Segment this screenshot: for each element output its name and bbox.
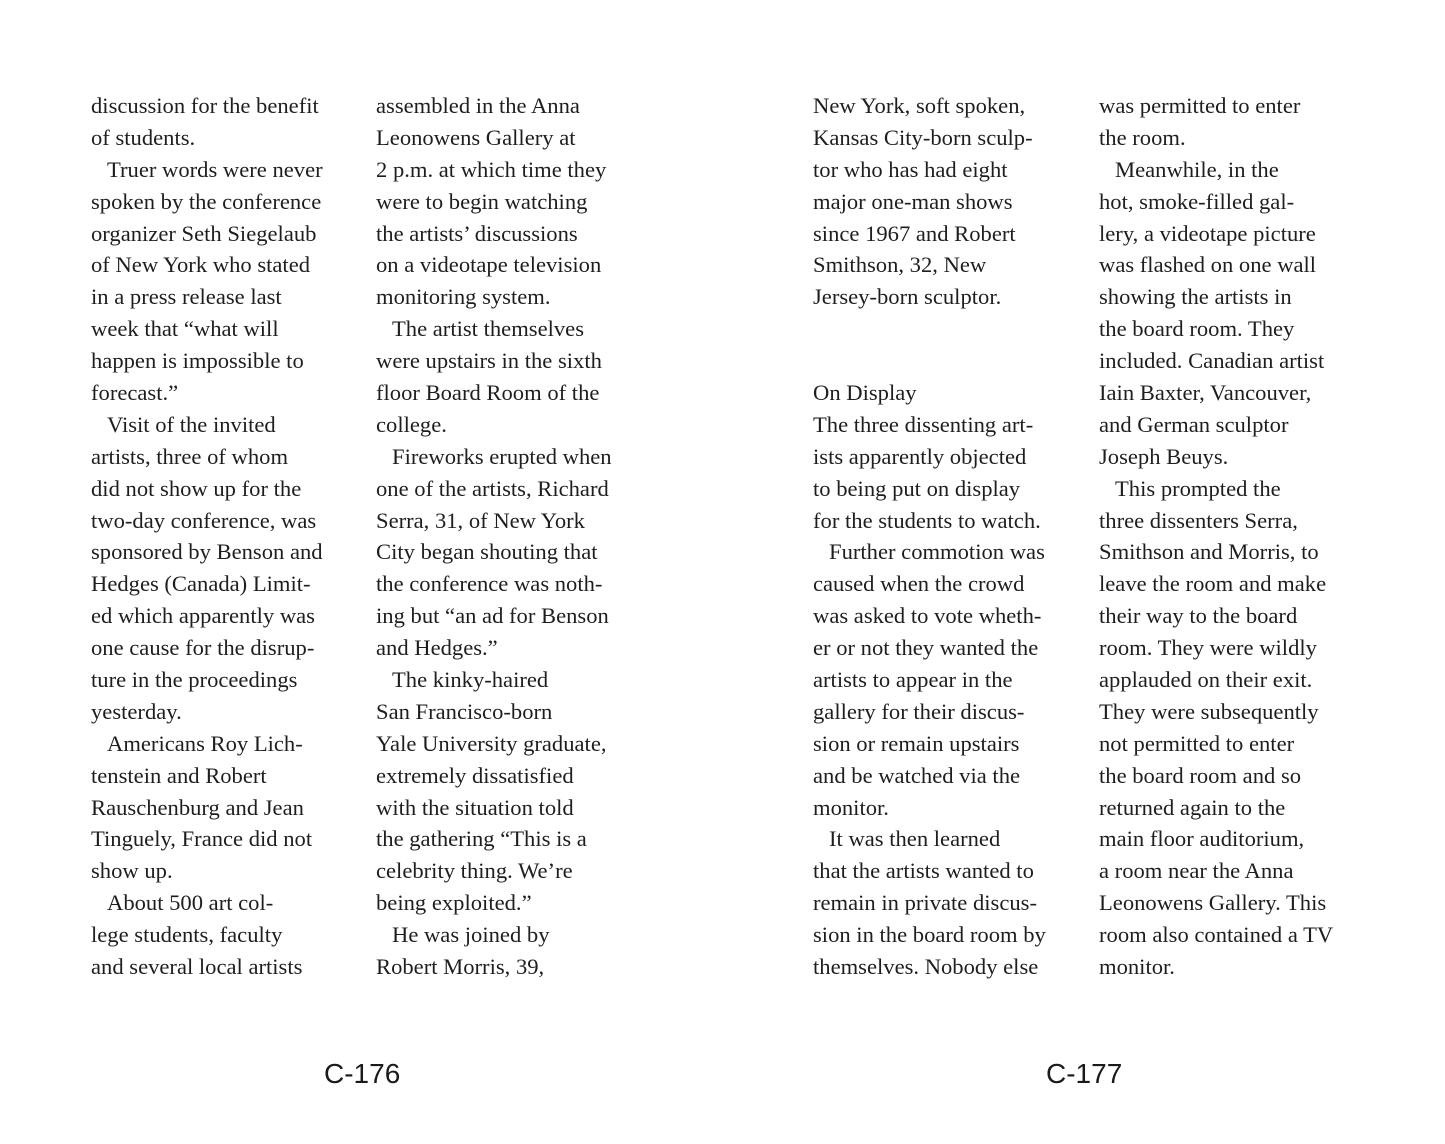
- text-line: the gathering “This is a: [376, 826, 587, 852]
- text-line: floor Board Room of the: [376, 380, 600, 406]
- text-line: included. Canadian artist: [1099, 348, 1325, 374]
- text-line: show up.: [91, 858, 173, 884]
- text-line: applauded on their exit.: [1099, 667, 1313, 693]
- text-line: not permitted to enter: [1099, 730, 1295, 756]
- text-line: hot, smoke-filled gal-: [1099, 188, 1295, 214]
- page-number: C-177: [1046, 1058, 1123, 1089]
- text-line: Leonowens Gallery at: [376, 124, 576, 150]
- text-line: in a press release last: [91, 284, 282, 310]
- text-line: Fireworks erupted when: [392, 443, 612, 469]
- text-line: room also contained a TV: [1099, 922, 1334, 948]
- text-line: and German sculptor: [1099, 411, 1289, 437]
- text-line: one cause for the disrup-: [91, 635, 315, 661]
- text-line: Serra, 31, of New York: [376, 507, 585, 533]
- text-column-page-176-left: [91, 90, 323, 983]
- text-line: The three dissenting art-: [813, 411, 1034, 437]
- text-line: of students.: [91, 124, 196, 150]
- text-line: Tinguely, France did not: [91, 826, 313, 852]
- text-line: main floor auditorium,: [1099, 826, 1305, 852]
- text-line: the artists’ discussions: [376, 220, 578, 246]
- text-line: gallery for their discus-: [813, 698, 1025, 724]
- text-line: the board room and so: [1099, 762, 1302, 788]
- text-line: and several local artists: [91, 954, 303, 980]
- text-line: City began shouting that: [376, 539, 598, 565]
- text-line: three dissenters Serra,: [1099, 507, 1298, 533]
- text-line: Smithson, 32, New: [813, 252, 987, 278]
- text-line: The artist themselves: [392, 316, 584, 342]
- text-line: assembled in the Anna: [376, 93, 580, 118]
- text-line: lery, a videotape picture: [1099, 220, 1316, 246]
- text-line: They were subsequently: [1099, 698, 1319, 724]
- text-line: sponsored by Benson and: [91, 539, 323, 565]
- text-line: extremely dissatisfied: [376, 762, 574, 788]
- text-line: monitoring system.: [376, 284, 551, 310]
- text-line: Truer words were never: [107, 156, 323, 182]
- text-line: Smithson and Morris, to: [1099, 539, 1319, 565]
- text-line: Joseph Beuys.: [1099, 443, 1229, 469]
- text-line: to being put on display: [813, 475, 1021, 501]
- text-line: with the situation told: [376, 794, 574, 820]
- text-line: were to begin watching: [376, 188, 588, 214]
- text-line: About 500 art col-: [107, 890, 274, 916]
- text-line: tenstein and Robert: [91, 762, 267, 788]
- page-number: C-176: [324, 1058, 401, 1089]
- text-line: sion or remain upstairs: [813, 730, 1020, 756]
- text-line: on a videotape television: [376, 252, 602, 278]
- text-line: discussion for the benefit: [91, 93, 319, 118]
- text-line: themselves. Nobody else: [813, 954, 1039, 980]
- text-line: happen is impossible to: [91, 348, 304, 374]
- text-line: sion in the board room by: [813, 922, 1046, 948]
- text-line: the board room. They: [1099, 316, 1295, 342]
- text-line: and Hedges.”: [376, 635, 498, 661]
- text-line: their way to the board: [1099, 603, 1298, 629]
- text-line: for the students to watch.: [813, 507, 1041, 533]
- text-line: lege students, faculty: [91, 922, 283, 948]
- text-line: Jersey-born sculptor.: [813, 284, 1002, 310]
- text-line: Leonowens Gallery. This: [1099, 890, 1327, 916]
- text-line: Yale University graduate,: [376, 730, 607, 756]
- text-line: He was joined by: [392, 922, 550, 948]
- text-line: Further commotion was: [829, 539, 1045, 565]
- text-line: Visit of the invited: [107, 411, 276, 437]
- text-column-page-177-left: [813, 90, 1046, 983]
- text-line: caused when the crowd: [813, 571, 1025, 597]
- text-line: were upstairs in the sixth: [376, 348, 602, 374]
- text-line: celebrity thing. We’re: [376, 858, 573, 884]
- text-line: remain in private discus-: [813, 890, 1037, 916]
- text-line: Iain Baxter, Vancouver,: [1099, 380, 1312, 406]
- text-line: New York, soft spoken,: [813, 93, 1026, 118]
- text-line: of New York who stated: [91, 252, 311, 278]
- text-line: [813, 313, 1046, 345]
- text-line: yesterday.: [91, 698, 182, 724]
- text-line: two-day conference, was: [91, 507, 317, 533]
- text-line: showing the artists in: [1099, 284, 1292, 310]
- text-line: the room.: [1099, 124, 1186, 150]
- text-line: It was then learned: [829, 826, 1001, 852]
- text-line: Hedges (Canada) Limit-: [91, 571, 311, 597]
- text-line: forecast.”: [91, 380, 179, 406]
- text-line: returned again to the: [1099, 794, 1286, 820]
- text-line: was permitted to enter: [1099, 93, 1301, 118]
- text-line: was asked to vote wheth-: [813, 603, 1042, 629]
- text-column-page-176-right: [376, 90, 612, 983]
- text-line: the conference was noth-: [376, 571, 603, 597]
- text-line: monitor.: [1099, 954, 1175, 980]
- text-line: artists, three of whom: [91, 443, 289, 469]
- text-line: er or not they wanted the: [813, 635, 1039, 661]
- text-line: and be watched via the: [813, 762, 1021, 788]
- text-line: Rauschenburg and Jean: [91, 794, 304, 820]
- text-line: room. They were wildly: [1099, 635, 1317, 661]
- text-line: Robert Morris, 39,: [376, 954, 545, 980]
- text-line: since 1967 and Robert: [813, 220, 1016, 246]
- text-line: did not show up for the: [91, 475, 302, 501]
- text-line: ing but “an ad for Benson: [376, 603, 609, 629]
- text-line: The kinky-haired: [392, 667, 549, 693]
- text-column-page-177-right: [1099, 90, 1333, 983]
- text-line: ed which apparently was: [91, 603, 315, 629]
- text-line: tor who has had eight: [813, 156, 1008, 182]
- text-line: monitor.: [813, 794, 889, 820]
- text-line: 2 p.m. at which time they: [376, 156, 607, 182]
- text-line: a room near the Anna: [1099, 858, 1294, 884]
- text-line: organizer Seth Siegelaub: [91, 220, 317, 246]
- text-line: Meanwhile, in the: [1115, 156, 1279, 182]
- text-line: week that “what will: [91, 316, 279, 342]
- text-line: major one-man shows: [813, 188, 1013, 214]
- text-line: [813, 345, 1046, 377]
- text-line: This prompted the: [1115, 475, 1281, 501]
- text-line: leave the room and make: [1099, 571, 1327, 597]
- text-line: ists apparently objected: [813, 443, 1027, 469]
- text-line: one of the artists, Richard: [376, 475, 609, 501]
- section-heading: On Display: [813, 380, 917, 406]
- text-line: spoken by the conference: [91, 188, 322, 214]
- text-line: artists to appear in the: [813, 667, 1013, 693]
- text-line: that the artists wanted to: [813, 858, 1034, 884]
- text-line: ture in the proceedings: [91, 667, 298, 693]
- text-line: was flashed on one wall: [1099, 252, 1317, 278]
- text-line: Kansas City-born sculp-: [813, 124, 1033, 150]
- text-line: San Francisco-born: [376, 698, 553, 724]
- text-line: college.: [376, 411, 447, 437]
- text-line: Americans Roy Lich-: [107, 730, 303, 756]
- text-line: being exploited.”: [376, 890, 532, 916]
